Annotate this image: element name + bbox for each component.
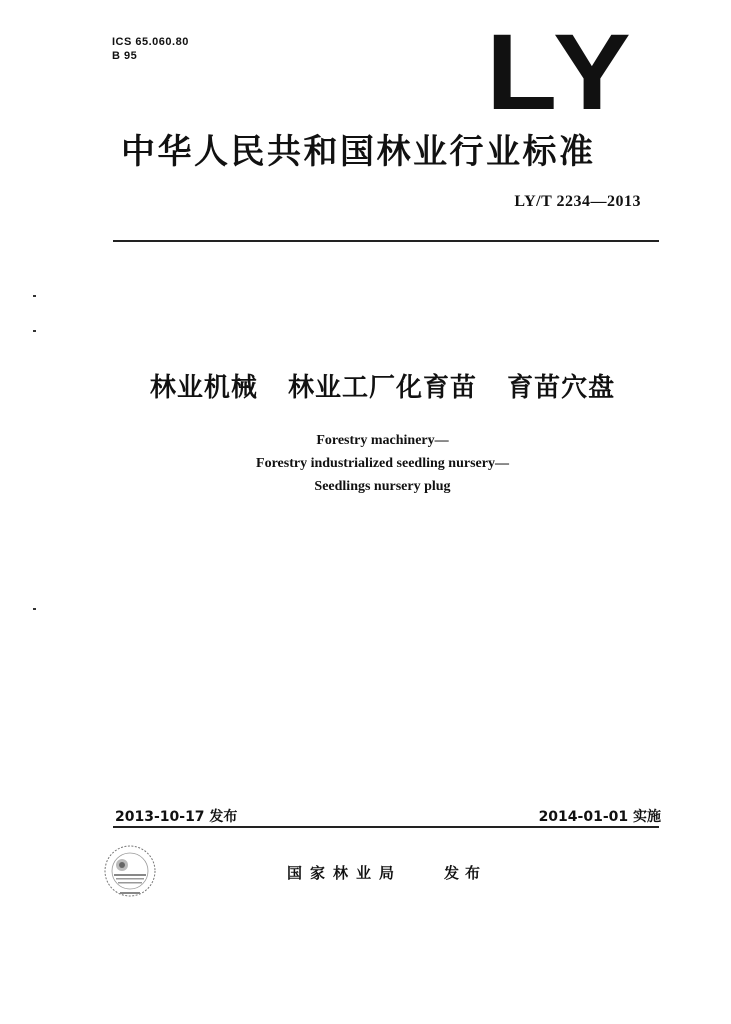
document-title-english-line: Forestry machinery— [316,433,449,448]
publish-label: 发布 [444,864,487,882]
document-title-chinese: 林业机械 林业工厂化育苗 育苗穴盘 [149,373,616,403]
standard-number: LY/T 2234—2013 [514,193,641,210]
scan-mark [33,608,36,610]
scan-mark [33,330,36,332]
industry-mark: LY [486,11,638,132]
document-title-english-line: Forestry industrialized seedling nursery— [256,456,509,471]
standard-category-title: 中华人民共和国林业行业标准 [121,132,596,172]
ccs-code: B 95 [112,50,138,62]
header-divider [113,240,659,242]
publisher-seal-icon [98,843,162,901]
document-title-english-line: Seedlings nursery plug [314,479,451,494]
footer-divider [113,826,659,828]
scan-mark [33,295,36,297]
issue-date: 2013-10-17 发布 [115,809,238,825]
publisher-name: 国家林业局 [287,864,403,882]
ics-code: ICS 65.060.80 [112,36,189,48]
implementation-date: 2014-01-01 实施 [538,809,661,825]
